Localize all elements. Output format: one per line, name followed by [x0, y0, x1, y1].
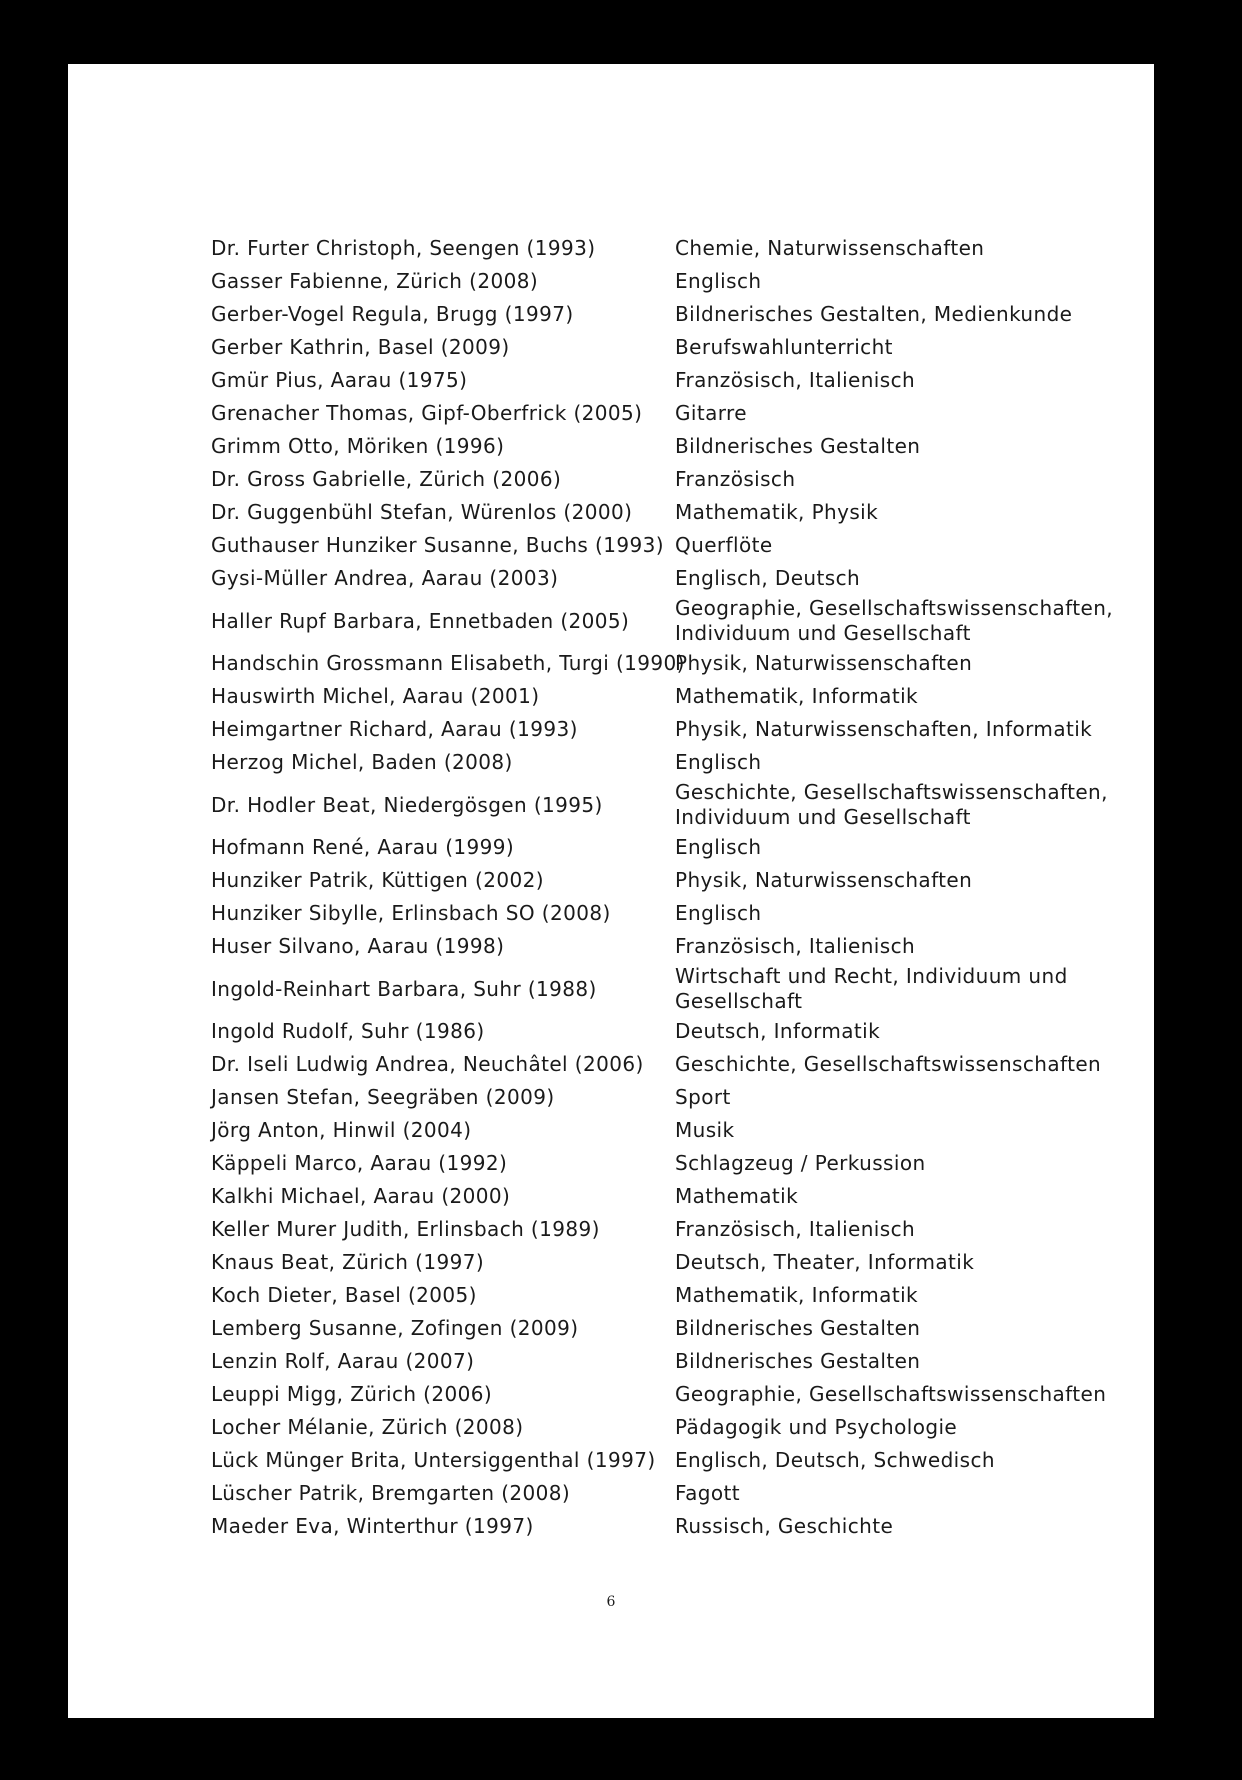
page-number: 6: [606, 1594, 616, 1610]
teacher-name: Jansen Stefan, Seegräben (2009): [211, 1085, 555, 1109]
list-item: [211, 397, 1131, 430]
list-item: [211, 1180, 1131, 1213]
teacher-subjects: Chemie, Naturwissenschaften: [675, 236, 985, 260]
teacher-name: Lenzin Rolf, Aarau (2007): [211, 1349, 475, 1373]
teacher-name: Gmür Pius, Aarau (1975): [211, 368, 468, 392]
list-item: [211, 331, 1131, 364]
teacher-subjects: Sport: [675, 1085, 731, 1109]
teacher-name: Hunziker Patrik, Küttigen (2002): [211, 868, 544, 892]
teacher-name: Leuppi Migg, Zürich (2006): [211, 1382, 493, 1406]
teacher-subjects: Mathematik, Informatik: [675, 1283, 919, 1307]
teacher-subjects: Englisch, Deutsch, Schwedisch: [675, 1448, 995, 1472]
teacher-name: Dr. Hodler Beat, Niedergösgen (1995): [211, 792, 603, 817]
list-item: [211, 562, 1131, 595]
teacher-subjects: Geschichte, Gesellschaftswissenschaften, Individuum und Gesellschaft: [675, 780, 1108, 829]
teacher-name: Lemberg Susanne, Zofingen (2009): [211, 1316, 579, 1340]
teacher-subjects: Geographie, Gesellschaftswissenschaften: [675, 1382, 1107, 1406]
list-item: [211, 496, 1131, 529]
teacher-name: Knaus Beat, Zürich (1997): [211, 1250, 485, 1274]
teacher-name: Guthauser Hunziker Susanne, Buchs (1993): [211, 533, 664, 557]
teacher-name: Gasser Fabienne, Zürich (2008): [211, 269, 539, 293]
list-item: [211, 298, 1131, 331]
teacher-name: Koch Dieter, Basel (2005): [211, 1283, 477, 1307]
teacher-name: Hunziker Sibylle, Erlinsbach SO (2008): [211, 901, 611, 925]
teacher-subjects: Englisch: [675, 269, 762, 293]
list-item: [211, 963, 1131, 1015]
teacher-subjects: Deutsch, Theater, Informatik: [675, 1250, 975, 1274]
teacher-name: Lück Münger Brita, Untersiggenthal (1997): [211, 1448, 656, 1472]
teacher-name: Grenacher Thomas, Gipf-Oberfrick (2005): [211, 401, 643, 425]
list-item: [211, 1345, 1131, 1378]
list-item: [211, 364, 1131, 397]
list-item: [211, 680, 1131, 713]
list-item: [211, 1477, 1131, 1510]
teacher-subjects: Bildnerisches Gestalten, Medienkunde: [675, 302, 1073, 326]
teacher-name: Dr. Guggenbühl Stefan, Würenlos (2000): [211, 500, 633, 524]
teacher-subjects: Englisch: [675, 750, 762, 774]
teacher-name: Haller Rupf Barbara, Ennetbaden (2005): [211, 608, 630, 633]
list-item: [211, 746, 1131, 779]
list-item: [211, 529, 1131, 562]
teacher-name: Käppeli Marco, Aarau (1992): [211, 1151, 508, 1175]
teacher-subjects: Wirtschaft und Recht, Individuum und Gesellschaft: [675, 964, 1068, 1013]
list-item: [211, 1246, 1131, 1279]
list-item: [211, 463, 1131, 496]
teacher-name: Hauswirth Michel, Aarau (2001): [211, 684, 540, 708]
teacher-subjects: Mathematik, Physik: [675, 500, 879, 524]
teacher-subjects: Französisch, Italienisch: [675, 1217, 916, 1241]
teacher-subjects: Geographie, Gesellschaftswissenschaften, Individuum und Gesellschaft: [675, 596, 1114, 645]
teacher-subjects: Englisch: [675, 901, 762, 925]
teacher-name: Jörg Anton, Hinwil (2004): [211, 1118, 472, 1142]
staff-list: [211, 232, 1131, 1543]
list-item: [211, 647, 1131, 680]
teacher-subjects: Englisch, Deutsch: [675, 566, 861, 590]
teacher-subjects: Gitarre: [675, 401, 747, 425]
list-item: [211, 1510, 1131, 1543]
teacher-name: Keller Murer Judith, Erlinsbach (1989): [211, 1217, 600, 1241]
list-item: [211, 897, 1131, 930]
list-item: [211, 430, 1131, 463]
list-item: [211, 1114, 1131, 1147]
teacher-name: Kalkhi Michael, Aarau (2000): [211, 1184, 511, 1208]
list-item: [211, 1015, 1131, 1048]
teacher-name: Gerber-Vogel Regula, Brugg (1997): [211, 302, 574, 326]
teacher-name: Gerber Kathrin, Basel (2009): [211, 335, 510, 359]
teacher-subjects: Deutsch, Informatik: [675, 1019, 881, 1043]
teacher-name: Gysi-Müller Andrea, Aarau (2003): [211, 566, 559, 590]
teacher-subjects: Bildnerisches Gestalten: [675, 434, 921, 458]
teacher-subjects: Französisch, Italienisch: [675, 368, 916, 392]
teacher-name: Ingold-Reinhart Barbara, Suhr (1988): [211, 976, 597, 1001]
list-item: [211, 1147, 1131, 1180]
teacher-subjects: Bildnerisches Gestalten: [675, 1349, 921, 1373]
list-item: [211, 713, 1131, 746]
teacher-subjects: Fagott: [675, 1481, 740, 1505]
list-item: [211, 930, 1131, 963]
teacher-name: Maeder Eva, Winterthur (1997): [211, 1514, 534, 1538]
list-item: [211, 232, 1131, 265]
teacher-name: Dr. Furter Christoph, Seengen (1993): [211, 236, 596, 260]
list-item: [211, 595, 1131, 647]
teacher-name: Dr. Iseli Ludwig Andrea, Neuchâtel (2006): [211, 1052, 644, 1076]
teacher-subjects: Mathematik, Informatik: [675, 684, 919, 708]
list-item: [211, 1279, 1131, 1312]
teacher-subjects: Mathematik: [675, 1184, 799, 1208]
teacher-subjects: Schlagzeug / Perkussion: [675, 1151, 926, 1175]
list-item: [211, 1213, 1131, 1246]
list-item: [211, 1081, 1131, 1114]
teacher-subjects: Russisch, Geschichte: [675, 1514, 894, 1538]
teacher-name: Handschin Grossmann Elisabeth, Turgi (1990): [211, 651, 685, 675]
teacher-name: Locher Mélanie, Zürich (2008): [211, 1415, 524, 1439]
list-item: [211, 864, 1131, 897]
teacher-subjects: Geschichte, Gesellschaftswissenschaften: [675, 1052, 1102, 1076]
list-item: [211, 1411, 1131, 1444]
teacher-subjects: Querflöte: [675, 533, 773, 557]
teacher-subjects: Berufswahlunterricht: [675, 335, 893, 359]
teacher-subjects: Englisch: [675, 835, 762, 859]
teacher-subjects: Physik, Naturwissenschaften: [675, 651, 973, 675]
teacher-name: Heimgartner Richard, Aarau (1993): [211, 717, 578, 741]
teacher-subjects: Musik: [675, 1118, 735, 1142]
teacher-name: Hofmann René, Aarau (1999): [211, 835, 515, 859]
teacher-subjects: Bildnerisches Gestalten: [675, 1316, 921, 1340]
document-page: [68, 64, 1154, 1718]
teacher-subjects: Pädagogik und Psychologie: [675, 1415, 958, 1439]
teacher-subjects: Französisch: [675, 467, 796, 491]
list-item: [211, 1048, 1131, 1081]
teacher-subjects: Physik, Naturwissenschaften: [675, 868, 973, 892]
teacher-name: Herzog Michel, Baden (2008): [211, 750, 513, 774]
teacher-subjects: Französisch, Italienisch: [675, 934, 916, 958]
teacher-name: Dr. Gross Gabrielle, Zürich (2006): [211, 467, 562, 491]
list-item: [211, 1444, 1131, 1477]
teacher-name: Lüscher Patrik, Bremgarten (2008): [211, 1481, 571, 1505]
teacher-name: Ingold Rudolf, Suhr (1986): [211, 1019, 485, 1043]
list-item: [211, 1378, 1131, 1411]
teacher-name: Grimm Otto, Möriken (1996): [211, 434, 505, 458]
list-item: [211, 779, 1131, 831]
list-item: [211, 831, 1131, 864]
list-item: [211, 1312, 1131, 1345]
teacher-subjects: Physik, Naturwissenschaften, Informatik: [675, 717, 1093, 741]
teacher-name: Huser Silvano, Aarau (1998): [211, 934, 505, 958]
list-item: [211, 265, 1131, 298]
